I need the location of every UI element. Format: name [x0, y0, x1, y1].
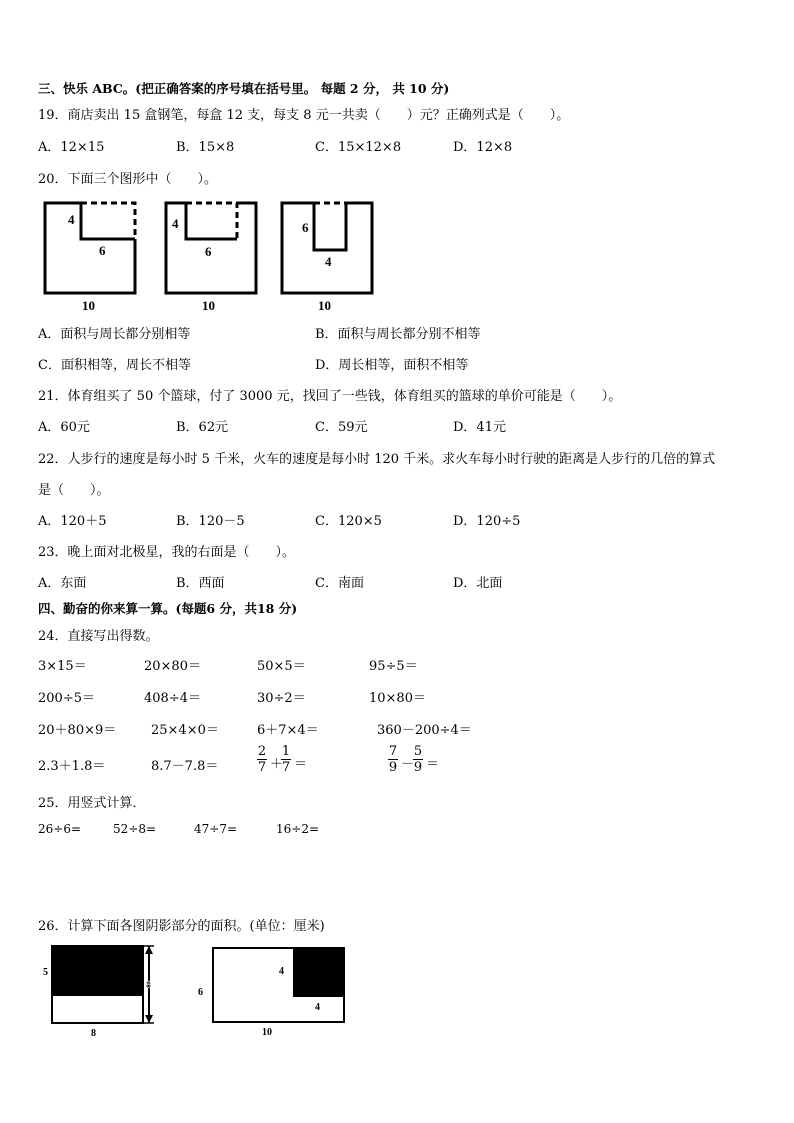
- q24-item: 3×15＝: [38, 659, 87, 674]
- q20-option-a: A．面积与周长都分别相等: [38, 327, 191, 342]
- q24-item: 95÷5＝: [369, 659, 418, 674]
- q24-item: 10×80＝: [369, 691, 426, 706]
- q25-item: 16÷2=: [276, 822, 320, 836]
- q25-item: 26÷6=: [38, 822, 82, 836]
- q20-fig3-label-b: 4: [325, 254, 332, 269]
- q20-fig1-label-b: 6: [99, 243, 106, 258]
- q22-option-d: D．120÷5: [453, 514, 521, 529]
- q20-option-b: B．面积与周长都分别不相等: [315, 327, 481, 342]
- q19-option-b: B．15×8: [176, 140, 235, 155]
- q25-stem: 25．用竖式计算．: [38, 796, 146, 811]
- q22-option-a: A．120＋5: [38, 514, 107, 529]
- q20-figures: [0, 190, 400, 318]
- q21-option-b: B．62元: [176, 420, 229, 435]
- q24-frac2-second: 5 9: [413, 744, 423, 775]
- q21-option-c: C．59元: [315, 420, 368, 435]
- q24-stem: 24．直接写出得数。: [38, 629, 159, 644]
- q24-item: 50×5＝: [257, 659, 306, 674]
- q23-option-b: B．西面: [176, 576, 225, 591]
- q20-option-c: C．面积相等，周长不相等: [38, 358, 191, 373]
- q20-figure-1: [45, 203, 135, 313]
- q24-frac1-second: 1 7: [281, 744, 291, 775]
- q26-fig2-bottom: 10: [262, 1027, 272, 1038]
- q23-stem: 23．晚上面对北极星，我的右面是（ ）。: [38, 545, 296, 560]
- q20-fig2-label-a: 4: [172, 216, 179, 231]
- q24-item: 2.3＋1.8＝: [38, 759, 106, 774]
- q24-item: 8.7－7.8＝: [151, 759, 219, 774]
- q24-item: 20×80＝: [144, 659, 201, 674]
- q26-fig2-inner-bottom: 4: [315, 1002, 320, 1013]
- q26-figure-2: [198, 948, 344, 1038]
- q20-stem: 20．下面三个图形中（ ）。: [38, 172, 218, 187]
- q25-item: 52÷8=: [113, 822, 157, 836]
- q26-fig1-bottom: 8: [91, 1028, 96, 1039]
- q26-fig2-inner-left: 4: [279, 966, 284, 977]
- q24-item: 360－200÷4＝: [377, 723, 472, 738]
- q19-option-d: D．12×8: [453, 140, 513, 155]
- q24-item: 30÷2＝: [257, 691, 306, 706]
- q23-option-c: C．南面: [315, 576, 364, 591]
- q19-option-c: C．15×12×8: [315, 140, 402, 155]
- q23-option-d: D．北面: [453, 576, 503, 591]
- q26-stem: 26．计算下面各图阴影部分的面积。(单位：厘米): [38, 919, 325, 934]
- q20-fig1-label-a: 4: [68, 212, 75, 227]
- q25-item: 47÷7=: [194, 822, 238, 836]
- q24-item: 25×4×0＝: [151, 723, 219, 738]
- q21-option-d: D．41元: [453, 420, 506, 435]
- q24-frac2-op: －: [401, 757, 415, 772]
- q24-frac2-first: 7 9: [388, 744, 398, 775]
- q26-fig2-left: 6: [198, 987, 203, 998]
- q26-figure-1: [43, 946, 154, 1039]
- section-3-title: 三、快乐 ABC。(把正确答案的序号填在括号里。 每题 2 分， 共 10 分): [38, 81, 450, 96]
- q20-fig3-label-a: 6: [302, 220, 309, 235]
- q24-frac1-eq: ＝: [294, 757, 308, 772]
- q24-frac1-first: 2 7: [257, 744, 267, 775]
- q24-frac1-op: ＋: [270, 757, 284, 772]
- q26-fig1-left: 5: [43, 967, 48, 978]
- q24-item: 408÷4＝: [144, 691, 201, 706]
- q22-stem-line2: 是（ ）。: [38, 483, 110, 498]
- q23-option-a: A．东面: [38, 576, 87, 591]
- q20-option-d: D．周长相等，面积不相等: [315, 358, 469, 373]
- q24-item: 20＋80×9＝: [38, 723, 117, 738]
- q20-fig2-label-b: 6: [205, 244, 212, 259]
- q24-frac2-eq: ＝: [426, 757, 440, 772]
- q21-stem: 21．体育组买了 50 个篮球，付了 3000 元，找回了一些钱，体育组买的篮球的单价可能是（ ）。: [38, 389, 622, 404]
- q26-figures: [0, 940, 400, 1040]
- q24-item: 6＋7×4＝: [257, 723, 319, 738]
- q22-option-b: B．120－5: [176, 514, 245, 529]
- q26-fig1-right: 8: [146, 980, 151, 991]
- q20-fig1-label-base: 10: [82, 298, 95, 313]
- q21-option-a: A．60元: [38, 420, 90, 435]
- q19-option-a: A．12×15: [38, 140, 105, 155]
- section-4-title: 四、勤奋的你来算一算。(每题6 分，共18 分): [38, 601, 298, 616]
- q20-figure-2: [166, 203, 256, 313]
- q22-stem-line1: 22．人步行的速度是每小时 5 千米，火车的速度是每小时 120 千米。求火车每小时行驶的距离是人步行的几倍的算式: [38, 452, 716, 467]
- q22-option-c: C．120×5: [315, 514, 382, 529]
- q20-fig2-label-base: 10: [202, 298, 215, 313]
- q20-fig3-label-base: 10: [318, 298, 331, 313]
- q20-figure-3: [282, 203, 372, 313]
- q19-stem: 19．商店卖出 15 盒钢笔，每盒 12 支，每支 8 元一共卖（ ）元？正确列式是（ ）。: [38, 108, 570, 123]
- q24-item: 200÷5＝: [38, 691, 95, 706]
